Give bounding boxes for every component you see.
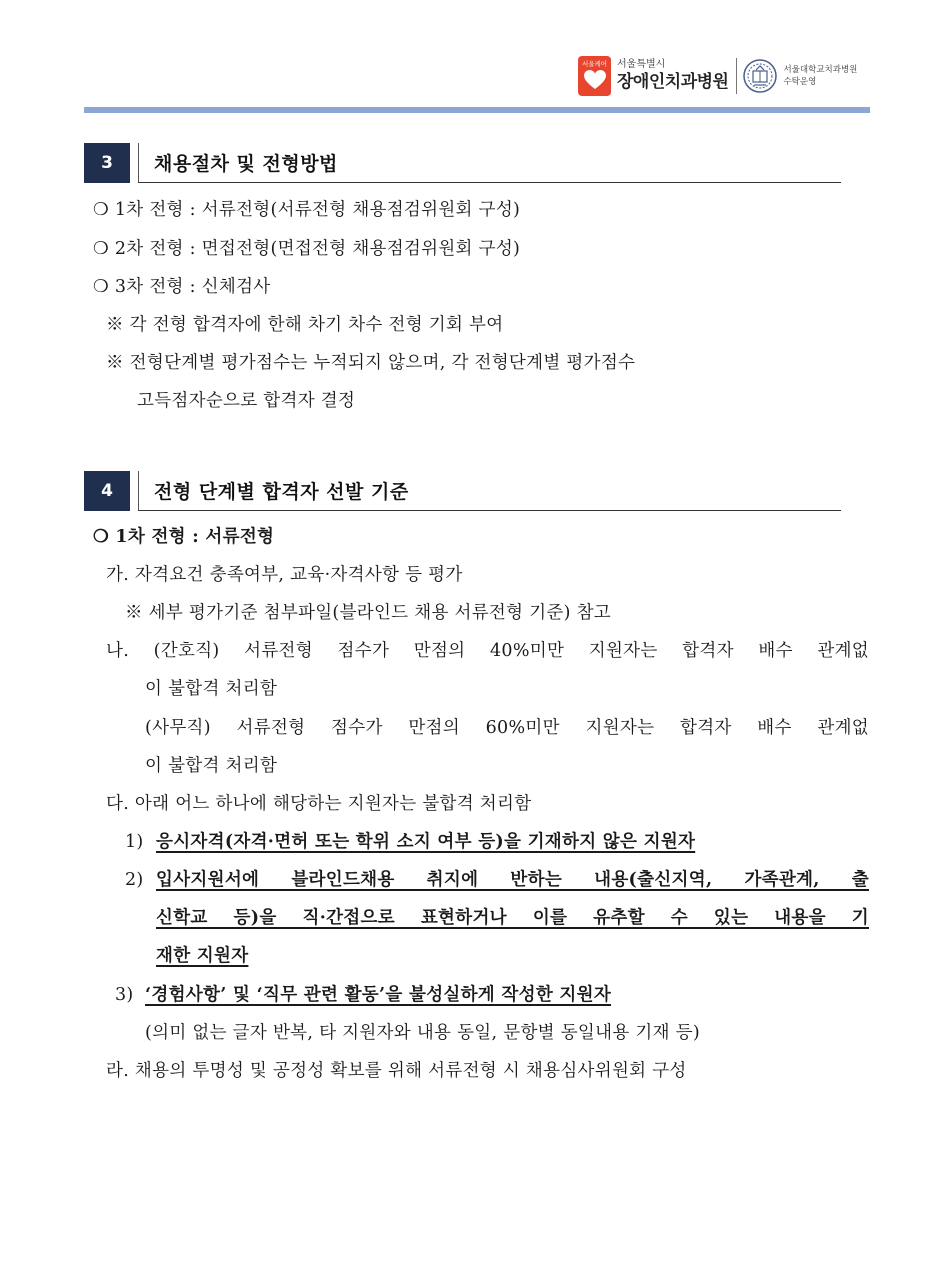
section-4-heading	[84, 471, 840, 511]
item-na-line-3: (사무직) 서류전형 점수가 만점의 60%미만 지원자는 합격자 배수 관계없	[145, 718, 869, 738]
section-3-heading	[84, 143, 840, 183]
item-da-2-line-1: 입사지원서에 블라인드채용 취지에 반하는 내용(출신지역, 가족관계, 출	[156, 870, 869, 890]
item-da: 다. 아래 어느 하나에 해당하는 지원자는 불합격 처리함	[106, 794, 532, 814]
section-4-number: 4	[84, 471, 130, 511]
heart-icon	[584, 70, 606, 90]
item-da-2-number: 2)	[125, 870, 144, 890]
operator-label	[783, 64, 857, 88]
item-ga: 가. 자격요건 충족여부, 교육·자격사항 등 평가	[106, 565, 463, 585]
item-da-3-note: (의미 없는 글자 반복, 타 지원자와 내용 동일, 문항별 동일내용 기재 등)	[145, 1023, 701, 1043]
section-4-separator	[138, 471, 139, 511]
item-da-2-line-3: 재한 지원자	[156, 946, 249, 966]
logo-divider	[736, 58, 737, 94]
city-label: 서울특별시	[617, 59, 666, 70]
hospital-logo	[578, 54, 857, 98]
item-na-line-4: 이 불합격 처리함	[145, 756, 278, 776]
section-3-note-2-line-1: ※ 전형단계별 평가점수는 누적되지 않으며, 각 전형단계별 평가점수	[106, 353, 636, 373]
item-da-3-number: 3)	[115, 985, 134, 1005]
operator-line-2: 수탁운영	[783, 77, 817, 87]
section-3-item-3: ❍ 3차 전형 : 신체검사	[93, 277, 271, 297]
item-ra: 라. 채용의 투명성 및 공정성 확보를 위해 서류전형 시 채용심사위원회 구성	[106, 1061, 687, 1081]
item-da-1: 응시자격(자격·면허 또는 학위 소지 여부 등)을 기재하지 않은 지원자	[156, 832, 696, 852]
section-3-underline	[138, 182, 841, 183]
section-3-separator	[138, 143, 139, 183]
item-na-line-1: 나. (간호직) 서류전형 점수가 만점의 40%미만 지원자는 합격자 배수 관계없	[106, 641, 869, 661]
item-da-3: ‘경험사항’ 및 ‘직무 관련 활동’을 불성실하게 작성한 지원자	[145, 985, 612, 1005]
section-3-number: 3	[84, 143, 130, 183]
operator-line-1: 서울대학교치과병원	[783, 65, 858, 75]
section-3-title: 채용절차 및 전형방법	[154, 153, 338, 175]
item-ga-note: ※ 세부 평가기준 첨부파일(블라인드 채용 서류전형 기준) 참고	[125, 603, 612, 623]
item-da-2-line-2: 신학교 등)을 직·간접으로 표현하거나 이를 유추할 수 있는 내용을 기	[156, 908, 869, 928]
section-4-underline	[138, 510, 841, 511]
section-3-item-1: ❍ 1차 전형 : 서류전형(서류전형 채용점검위원회 구성)	[93, 200, 521, 220]
header-divider-bar	[84, 107, 870, 113]
badge-tag: 서울케어	[581, 60, 608, 68]
section-4-title: 전형 단계별 합격자 선발 기준	[154, 481, 409, 503]
page-header	[0, 0, 951, 115]
section-3-note-2-line-2: 고득점자순으로 합격자 결정	[137, 391, 356, 411]
hospital-name-block	[617, 59, 728, 93]
section-4-sub-heading: ❍ 1차 전형 : 서류전형	[93, 527, 275, 547]
hospital-name: 장애인치과병원	[617, 72, 729, 92]
item-na-line-2: 이 불합격 처리함	[145, 679, 278, 699]
section-3-item-2: ❍ 2차 전형 : 면접전형(면접전형 채용점검위원회 구성)	[93, 239, 521, 259]
item-da-1-number: 1)	[125, 832, 144, 852]
seoul-care-badge	[578, 56, 611, 96]
snu-emblem-icon	[743, 59, 777, 93]
section-3-note-1: ※ 각 전형 합격자에 한해 차기 차수 전형 기회 부여	[106, 315, 504, 335]
